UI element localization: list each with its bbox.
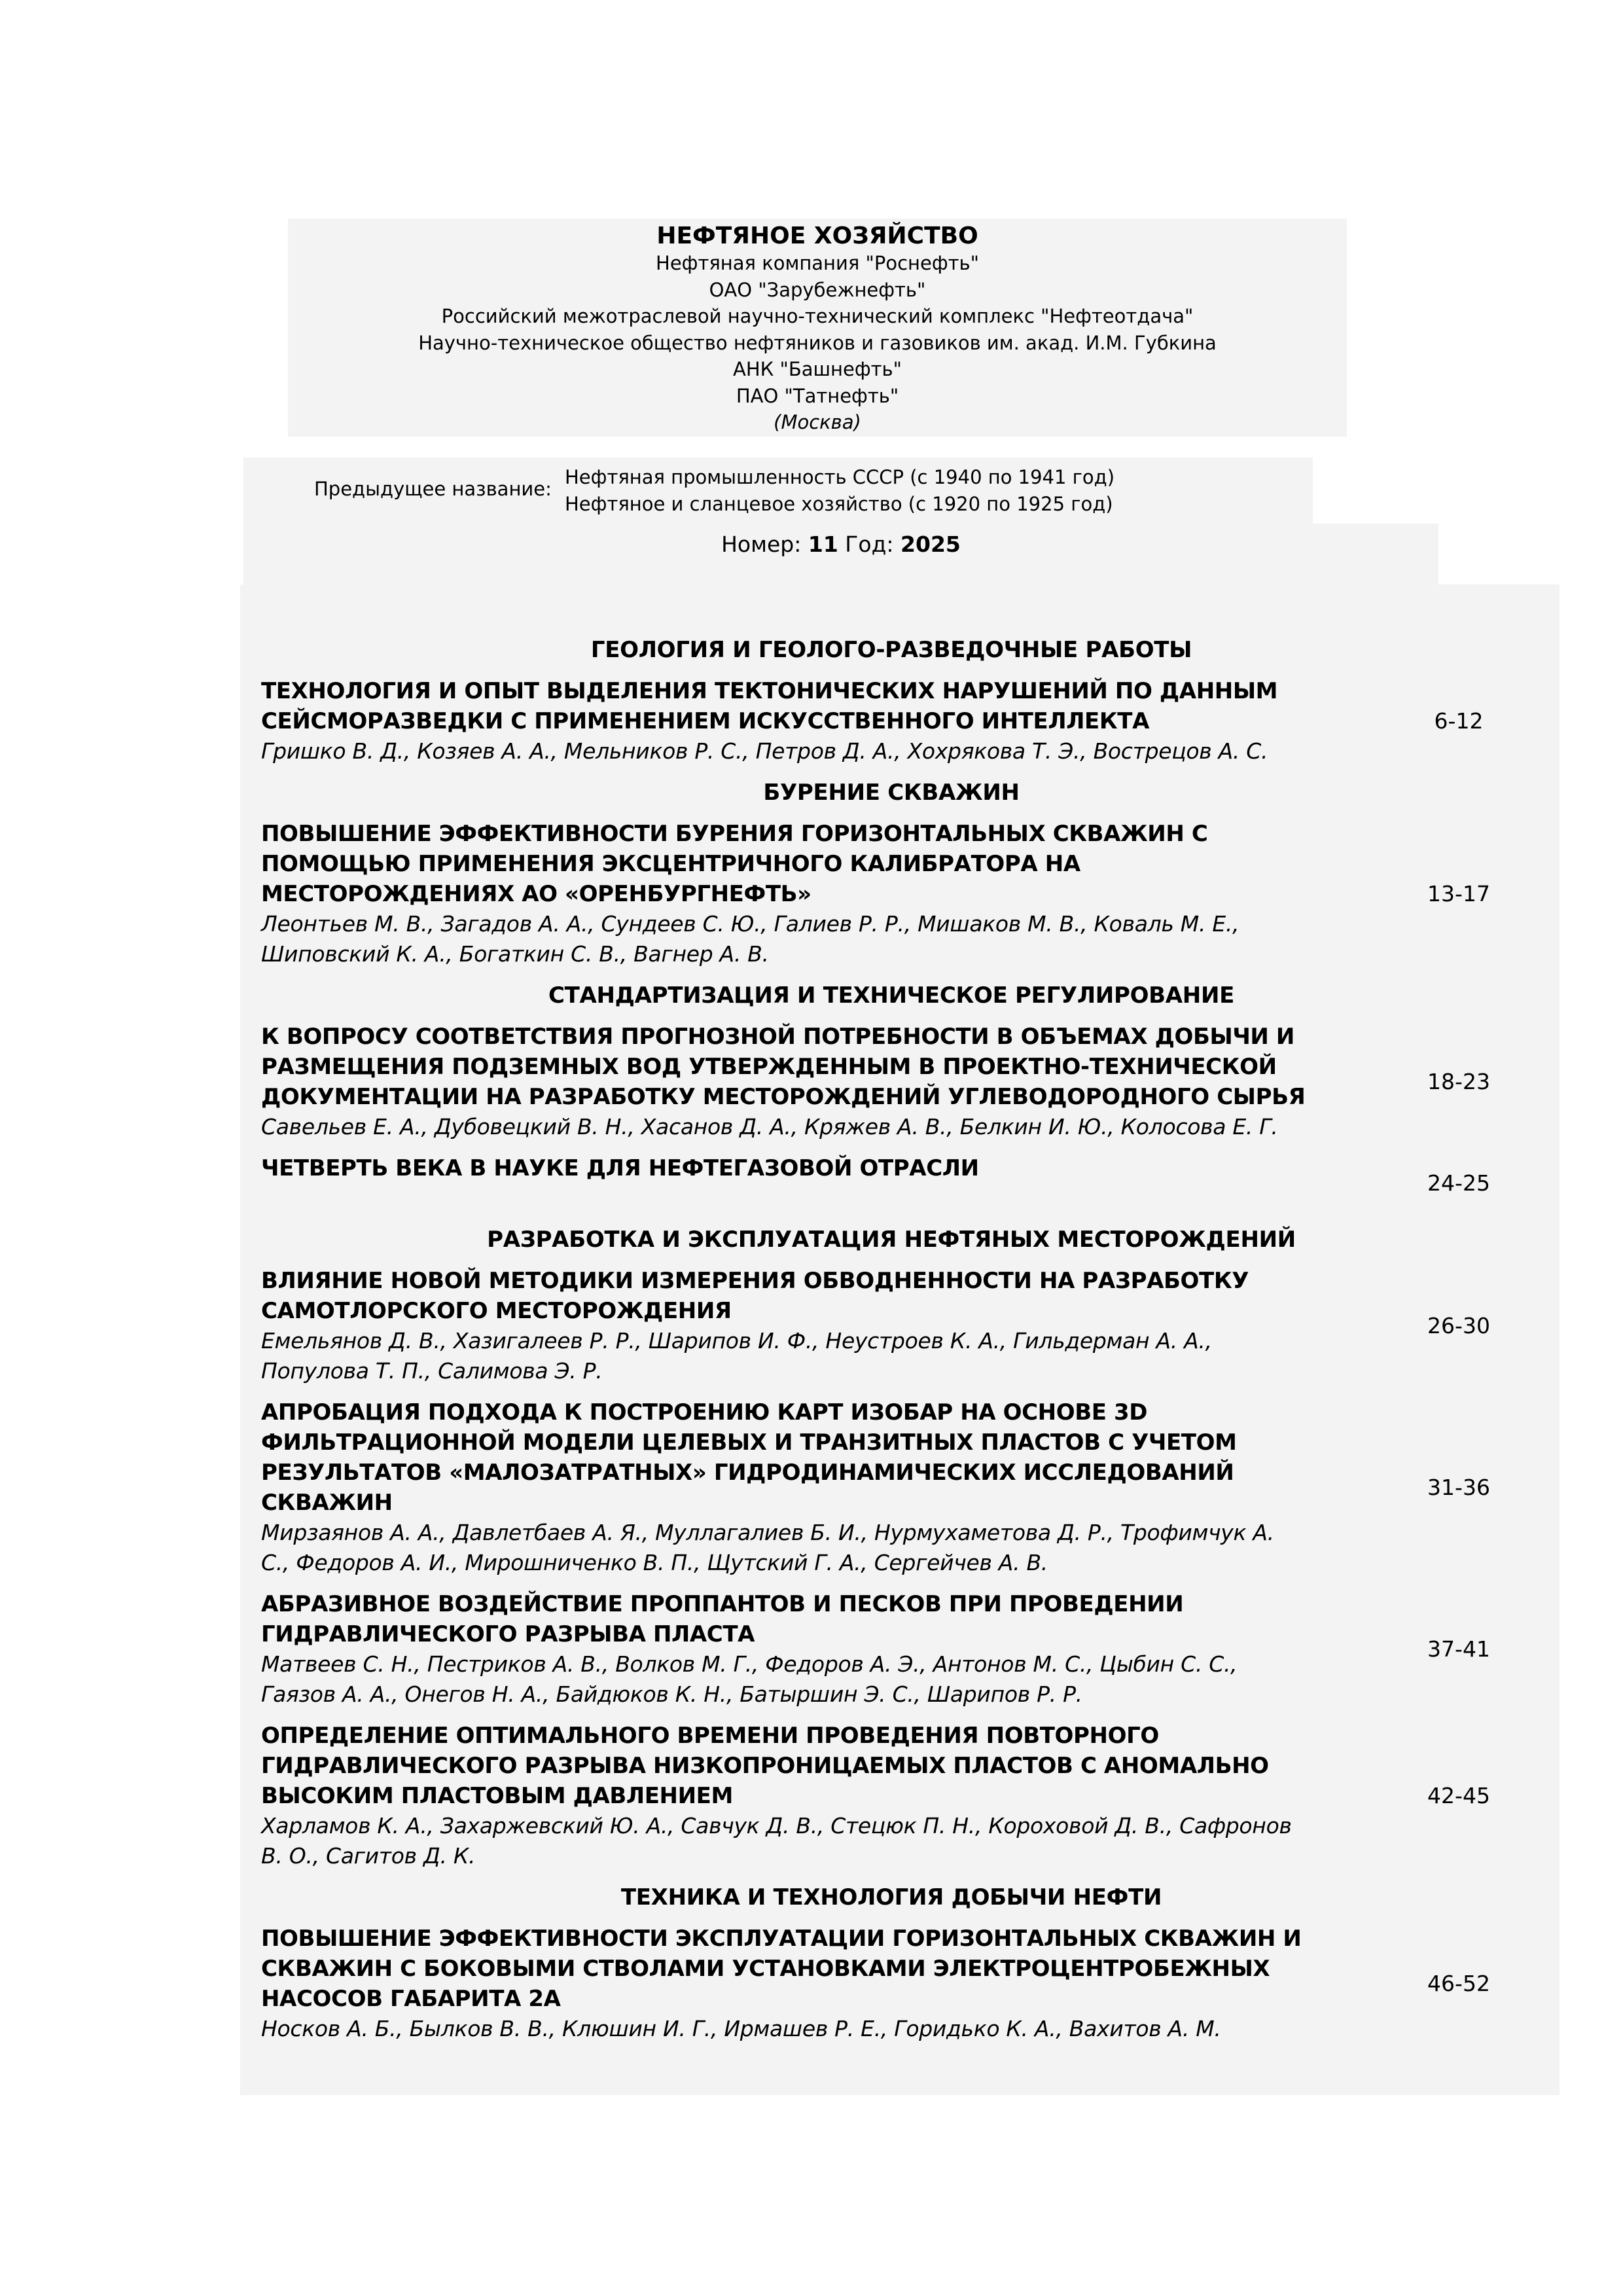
article-entry[interactable] (240, 1721, 1560, 1871)
article-body (240, 1266, 1387, 1386)
article-pages: 13-17 (1427, 881, 1490, 906)
article-authors-line: Емельянов Д. В., Хазигалеев Р. Р., Шарипов И. Ф., Неустроев К. А., Гильдерман А. А., (261, 1328, 1212, 1354)
article-title-line[interactable]: РАЗМЕЩЕНИЯ ПОДЗЕМНЫХ ВОД УТВЕРЖДЕННЫМ В ПРОЕКТНО-ТЕХНИЧЕСКОЙ (261, 1054, 1277, 1080)
journal-header (288, 219, 1347, 437)
city: (Москва) (774, 411, 861, 433)
article-body (240, 819, 1387, 969)
issue-year: 2025 (901, 531, 961, 557)
issue-year-label: Год: (845, 531, 894, 557)
article-body (240, 1397, 1387, 1578)
previous-name: Нефтяная промышленность СССР (с 1940 по 1941 год) (565, 466, 1115, 488)
section-heading: ТЕХНИКА И ТЕХНОЛОГИЯ ДОБЫЧИ НЕФТИ (620, 1884, 1162, 1910)
article-body (240, 1721, 1387, 1871)
article-title-line[interactable]: НАСОСОВ ГАБАРИТА 2А (261, 1986, 561, 2012)
article-title-line[interactable]: СКВАЖИН С БОКОВЫМИ СТВОЛАМИ УСТАНОВКАМИ ЭЛЕКТРОЦЕНТРОБЕЖНЫХ (261, 1956, 1270, 1982)
article-title-line[interactable]: ГИДРАВЛИЧЕСКОГО РАЗРЫВА ПЛАСТА (261, 1621, 755, 1647)
publisher: Нефтяная компания "Роснефть" (656, 252, 979, 274)
article-entry[interactable] (240, 1022, 1560, 1142)
article-title-line[interactable]: ФИЛЬТРАЦИОННОЙ МОДЕЛИ ЦЕЛЕВЫХ И ТРАНЗИТНЫХ ПЛАСТОВ С УЧЕТОМ (261, 1429, 1237, 1456)
article-pages: 46-52 (1427, 1971, 1490, 1996)
article-pages: 37-41 (1427, 1636, 1490, 1662)
article-authors-line: Гришко В. Д., Козяев А. А., Мельников Р. С., Петров Д. А., Хохрякова Т. Э., Вострецов А. С. (261, 738, 1268, 764)
journal-title: НЕФТЯНОЕ ХОЗЯЙСТВО (656, 223, 978, 249)
article-title-line[interactable]: ЧЕТВЕРТЬ ВЕКА В НАУКЕ ДЛЯ НЕФТЕГАЗОВОЙ ОТРАСЛИ (261, 1155, 979, 1181)
article-title-line[interactable]: СЕЙСМОРАЗВЕДКИ С ПРИМЕНЕНИЕМ ИСКУССТВЕННОГО ИНТЕЛЛЕКТА (261, 708, 1149, 734)
article-authors-line: Харламов К. А., Захаржевский Ю. А., Савчук Д. В., Стецюк П. Н., Короховой Д. В., Сафронов (261, 1813, 1292, 1839)
article-authors-line: С., Федоров А. И., Мирошниченко В. П., Щутский Г. А., Сергейчев А. В. (261, 1550, 1048, 1575)
article-pages: 6-12 (1434, 708, 1484, 734)
article-authors-line: Матвеев С. Н., Пестриков А. В., Волков М. Г., Федоров А. Э., Антонов М. С., Цыбин С. С., (261, 1651, 1238, 1677)
article-entry[interactable] (240, 676, 1560, 766)
article-authors-line: Популова Т. П., Салимова Э. Р. (261, 1358, 603, 1384)
section-heading: РАЗРАБОТКА И ЭКСПЛУАТАЦИЯ НЕФТЯНЫХ МЕСТОРОЖДЕНИЙ (487, 1227, 1296, 1253)
publisher: ОАО "Зарубежнефть" (709, 278, 926, 301)
article-title-line[interactable]: ПОМОЩЬЮ ПРИМЕНЕНИЯ ЭКСЦЕНТРИЧНОГО КАЛИБРАТОРА НА (261, 851, 1080, 877)
article-authors-line: Леонтьев М. В., Загадов А. А., Сундеев С. Ю., Галиев Р. Р., Мишаков М. В., Коваль М. Е., (261, 911, 1240, 937)
article-title-line[interactable]: ГИДРАВЛИЧЕСКОГО РАЗРЫВА НИЗКОПРОНИЦАЕМЫХ ПЛАСТОВ С АНОМАЛЬНО (261, 1753, 1269, 1779)
publisher: АНК "Башнефть" (733, 358, 902, 380)
article-body (240, 1022, 1387, 1142)
section-heading: ГЕОЛОГИЯ И ГЕОЛОГО-РАЗВЕДОЧНЫЕ РАБОТЫ (590, 637, 1192, 663)
article-entry[interactable] (240, 1153, 1560, 1213)
article-title-line[interactable]: САМОТЛОРСКОГО МЕСТОРОЖДЕНИЯ (261, 1298, 732, 1324)
article-body (240, 1924, 1387, 2044)
issue-number-label: Номер: (721, 531, 802, 557)
publisher: Российский межотраслевой научно-технический комплекс "Нефтеотдача" (441, 305, 1194, 327)
article-pages: 18-23 (1427, 1069, 1490, 1094)
article-title-line[interactable]: ОПРЕДЕЛЕНИЕ ОПТИМАЛЬНОГО ВРЕМЕНИ ПРОВЕДЕНИЯ ПОВТОРНОГО (261, 1723, 1159, 1749)
table-of-contents (240, 584, 1560, 2095)
article-entry[interactable] (240, 1924, 1560, 2044)
article-title-line[interactable]: АБРАЗИВНОЕ ВОЗДЕЙСТВИЕ ПРОППАНТОВ И ПЕСКОВ ПРИ ПРОВЕДЕНИИ (261, 1591, 1184, 1617)
publisher: ПАО "Татнефть" (736, 384, 899, 407)
article-title-line[interactable]: ПОВЫШЕНИЕ ЭФФЕКТИВНОСТИ ЭКСПЛУАТАЦИИ ГОРИЗОНТАЛЬНЫХ СКВАЖИН И (261, 1926, 1302, 1952)
previous-names-label: Предыдущее название: (314, 478, 552, 500)
article-authors-line: Носков А. Б., Былков В. В., Клюшин И. Г., Ирмашев Р. Е., Горидько К. А., Вахитов А. М. (261, 2016, 1221, 2041)
article-pages: 42-45 (1427, 1783, 1490, 1808)
article-authors-line: Мирзаянов А. А., Давлетбаев А. Я., Муллагалиев Б. И., Нурмухаметова Д. Р., Трофимчук А. (261, 1520, 1274, 1545)
article-pages: 24-25 (1427, 1170, 1490, 1196)
article-body (240, 1153, 1387, 1213)
article-title-line[interactable]: ВЛИЯНИЕ НОВОЙ МЕТОДИКИ ИЗМЕРЕНИЯ ОБВОДНЕННОСТИ НА РАЗРАБОТКУ (261, 1268, 1249, 1294)
article-title-line[interactable]: МЕСТОРОЖДЕНИЯХ АО «ОРЕНБУРГНЕФТЬ» (261, 881, 812, 907)
article-authors-line (261, 1183, 1387, 1213)
article-entry[interactable] (240, 819, 1560, 969)
publisher: Научно-техническое общество нефтяников и газовиков им. акад. И.М. Губкина (418, 331, 1217, 354)
issue-number: 11 (808, 531, 838, 557)
section-heading: СТАНДАРТИЗАЦИЯ И ТЕХНИЧЕСКОЕ РЕГУЛИРОВАНИЕ (548, 982, 1235, 1009)
article-entry[interactable] (240, 1397, 1560, 1578)
article-title-line[interactable]: РЕЗУЛЬТАТОВ «МАЛОЗАТРАТНЫХ» ГИДРОДИНАМИЧЕСКИХ ИССЛЕДОВАНИЙ (261, 1460, 1234, 1486)
article-entry[interactable] (240, 1589, 1560, 1710)
article-body (240, 676, 1387, 766)
issue-info (243, 524, 1438, 584)
article-authors-line: Гаязов А. А., Онегов Н. А., Байдюков К. Н., Батыршин Э. С., Шарипов Р. Р. (261, 1681, 1082, 1707)
article-title-line[interactable]: ПОВЫШЕНИЕ ЭФФЕКТИВНОСТИ БУРЕНИЯ ГОРИЗОНТАЛЬНЫХ СКВАЖИН С (261, 821, 1208, 847)
article-pages: 26-30 (1427, 1313, 1490, 1338)
article-entry[interactable] (240, 1266, 1560, 1386)
article-title-line[interactable]: К ВОПРОСУ СООТВЕТСТВИЯ ПРОГНОЗНОЙ ПОТРЕБНОСТИ В ОБЪЕМАХ ДОБЫЧИ И (261, 1024, 1294, 1050)
article-pages: 31-36 (1427, 1475, 1490, 1500)
article-title-line[interactable]: АПРОБАЦИЯ ПОДХОДА К ПОСТРОЕНИЮ КАРТ ИЗОБАР НА ОСНОВЕ 3D (261, 1399, 1148, 1426)
article-authors-line: В. О., Сагитов Д. К. (261, 1843, 476, 1869)
article-body (240, 1589, 1387, 1710)
article-authors-line: Савельев Е. А., Дубовецкий В. Н., Хасанов Д. А., Кряжев А. В., Белкин И. Ю., Колосова Е. Г. (261, 1114, 1278, 1139)
article-title-line[interactable]: ДОКУМЕНТАЦИИ НА РАЗРАБОТКУ МЕСТОРОЖДЕНИЙ УГЛЕВОДОРОДНОГО СЫРЬЯ (261, 1084, 1306, 1110)
article-title-line[interactable]: ВЫСОКИМ ПЛАСТОВЫМ ДАВЛЕНИЕМ (261, 1783, 733, 1809)
article-title-line[interactable]: СКВАЖИН (261, 1490, 393, 1516)
section-heading: БУРЕНИЕ СКВАЖИН (763, 780, 1020, 806)
previous-name: Нефтяное и сланцевое хозяйство (с 1920 по 1925 год) (565, 493, 1113, 515)
article-authors-line: Шиповский К. А., Богаткин С. В., Вагнер А. В. (261, 941, 769, 967)
previous-names (243, 457, 1313, 524)
article-title-line[interactable]: ТЕХНОЛОГИЯ И ОПЫТ ВЫДЕЛЕНИЯ ТЕКТОНИЧЕСКИХ НАРУШЕНИЙ ПО ДАННЫМ (261, 678, 1278, 704)
